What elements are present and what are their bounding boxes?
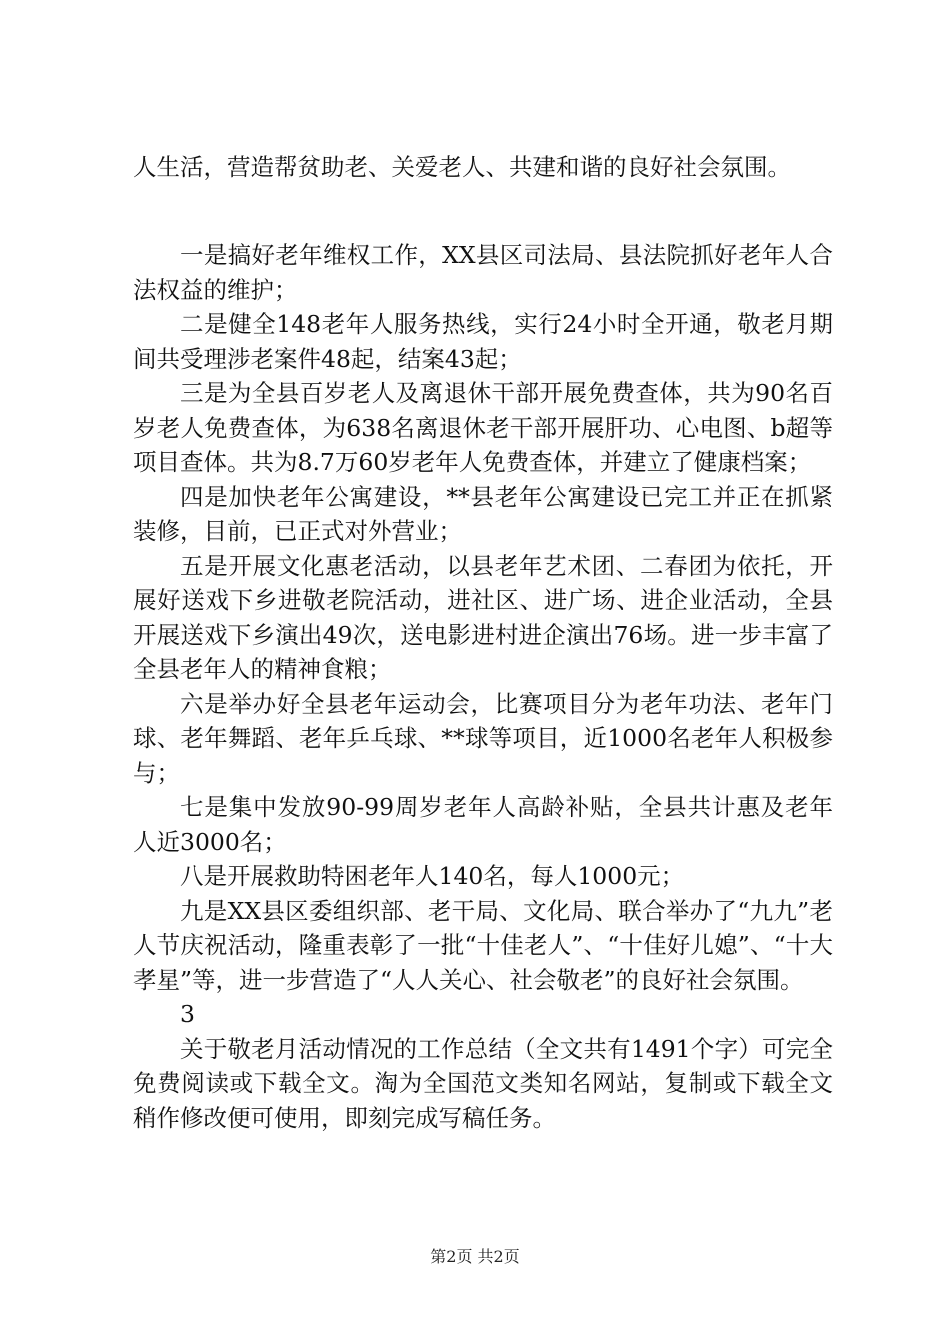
document-body bbox=[133, 238, 833, 1135]
page-footer: 第2页 共2页 bbox=[430, 1247, 520, 1266]
section-number: 3 bbox=[180, 1000, 195, 1028]
paragraph-item-2: 二是健全148老年人服务热线，实行24小时全开通，敬老月期间共受理涉老案件48起，结案43起； bbox=[133, 310, 833, 373]
closing-paragraph: 关于敬老月活动情况的工作总结（全文共有1491个字）可完全免费阅读或下载全文。淘为全国范文类知名网站，复制或下载全文稍作修改便可使用，即刻完成写稿任务。 bbox=[133, 1034, 833, 1132]
paragraph-item-3: 三是为全县百岁老人及离退休干部开展免费查体，共为90名百岁老人免费查体，为638名离退休老干部开展肝功、心电图、b超等项目查体。共为8.7万60岁老年人免费查体，并建立了健康档案； bbox=[133, 379, 833, 476]
paragraph-item-9: 九是XX县区委组织部、老干局、文化局、联合举办了“九九”老人节庆祝活动，隆重表彰了一批“十佳老人”、“十佳好儿媳”、“十大孝星”等，进一步营造了“人人关心、社会敬老”的良好社会氛围。 bbox=[133, 896, 833, 994]
paragraph-item-1: 一是搞好老年维权工作，XX县区司法局、县法院抓好老年人合法权益的维护； bbox=[133, 241, 833, 304]
paragraph-item-5: 五是开展文化惠老活动，以县老年艺术团、二春团为依托，开展好送戏下乡进敬老院活动，进社区、进广场、进企业活动，全县开展送戏下乡演出49次，送电影进村进企演出76场。进一步丰富了全县老年人的精神食粮； bbox=[133, 551, 833, 683]
paragraph-item-7: 七是集中发放90-99周岁老年人高龄补贴，全县共计惠及老年人近3000名； bbox=[133, 793, 833, 856]
lead-line: 人生活，营造帮贫助老、关爱老人、共建和谐的良好社会氛围。 bbox=[133, 153, 791, 181]
paragraph-item-6: 六是举办好全县老年运动会，比赛项目分为老年功法、老年门球、老年舞蹈、老年乒乓球、**球等项目，近1000名老年人积极参与； bbox=[133, 689, 833, 787]
paragraph-item-4: 四是加快老年公寓建设，**县老年公寓建设已完工并正在抓紧装修，目前，已正式对外营业； bbox=[133, 482, 833, 545]
paragraph-item-8: 八是开展救助特困老年人140名，每人1000元； bbox=[180, 862, 685, 890]
